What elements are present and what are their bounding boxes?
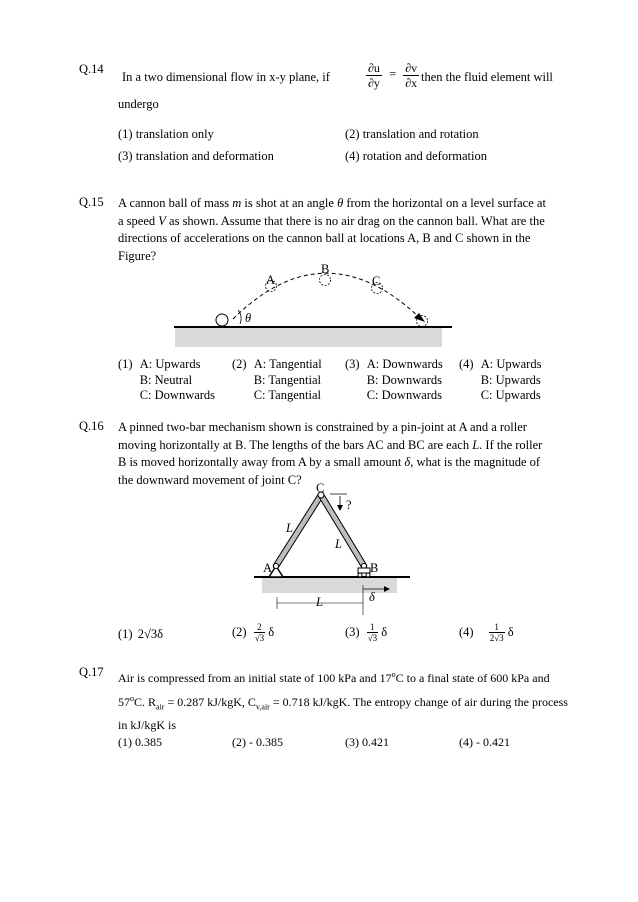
question-number: Q.17 bbox=[79, 665, 104, 679]
option-line: C: Downwards bbox=[139, 388, 216, 402]
option-line: B: Neutral bbox=[139, 372, 193, 387]
option-line: A: Downwards bbox=[366, 357, 443, 371]
option-1[interactable]: (1) 0.385 bbox=[118, 735, 162, 749]
question-number: Q.15 bbox=[79, 195, 104, 209]
option-2[interactable]: (2) translation and rotation bbox=[345, 127, 479, 141]
label-theta: θ bbox=[245, 311, 252, 325]
c-down-arrowhead bbox=[337, 505, 343, 511]
option-label: (4) bbox=[459, 357, 474, 371]
option-1[interactable]: (1) translation only bbox=[118, 127, 214, 141]
roller-support-b bbox=[358, 568, 370, 573]
question-text: In a two dimensional flow in x-y plane, if bbox=[122, 70, 330, 84]
option-line: B: Upwards bbox=[480, 372, 541, 387]
frac-den: 2√3 bbox=[489, 633, 504, 643]
frac-den: √3 bbox=[254, 633, 265, 643]
option-symbol: δ bbox=[268, 625, 275, 639]
frac-num: 1 bbox=[370, 622, 375, 632]
label-c: C bbox=[316, 481, 325, 495]
question-line: directions of accelerations on the cannon ball at locations A, B and C shown in the bbox=[118, 231, 531, 245]
option-line: A: Tangential bbox=[253, 357, 322, 371]
question-line: B is moved horizontally away from A by a small amount δ, what is the magnitude of bbox=[118, 455, 541, 469]
option-3[interactable]: (3) 0.421 bbox=[345, 735, 389, 749]
eq-lhs-den: ∂y bbox=[368, 76, 380, 90]
frac-num: 2 bbox=[257, 622, 262, 632]
option-line: C: Upwards bbox=[480, 388, 541, 402]
question-line: moving horizontally at B. The lengths of the bars AC and BC are each L. If the roller bbox=[118, 437, 543, 452]
question-line: Air is compressed from an initial state of 100 kPa and 17$^o$C to a final state of 600 kPa and bbox=[118, 670, 550, 685]
question-line: 57$^o$C. $R_{air} = 0.287$ kJ/kgK, $C_{v,air} = 0.718$ kJ/kgK. The entropy change of air during the process bbox=[118, 693, 568, 711]
label-b: B bbox=[321, 262, 330, 276]
option-label: (3) bbox=[345, 625, 360, 639]
label-b: B bbox=[370, 561, 379, 575]
eq-rhs-den: ∂x bbox=[405, 76, 418, 90]
option-line: B: Tangential bbox=[253, 372, 321, 387]
frac-den: √3 bbox=[367, 633, 378, 643]
label-a: A bbox=[263, 561, 273, 575]
question-line: a speed V as shown. Assume that there is no air drag on the cannon ball. What are the bbox=[118, 213, 545, 228]
question-text bbox=[118, 665, 568, 736]
option-4[interactable]: (4) - 0.421 bbox=[459, 735, 510, 749]
question-line: A pinned two-bar mechanism shown is constrained by a pin-joint at A and a roller bbox=[118, 420, 527, 434]
eq-rhs-num: ∂v bbox=[405, 61, 418, 75]
joint-a bbox=[274, 564, 279, 569]
option-symbol: δ bbox=[507, 625, 514, 639]
question-line: Figure? bbox=[118, 248, 157, 263]
label-question: ? bbox=[346, 498, 352, 512]
option-label: (1) bbox=[118, 627, 133, 641]
option-label: (2) bbox=[232, 357, 247, 371]
eq-sign: = bbox=[389, 67, 397, 82]
question-text-cont: then the fluid element will bbox=[421, 70, 553, 84]
option-4[interactable] bbox=[459, 622, 514, 643]
option-label: (4) bbox=[459, 625, 474, 639]
option-line: C: Tangential bbox=[253, 388, 321, 402]
option-4[interactable]: (4) rotation and deformation bbox=[345, 149, 487, 163]
option-1[interactable] bbox=[118, 627, 163, 642]
eq-lhs-num: ∂u bbox=[368, 61, 380, 75]
frac-num: 1 bbox=[494, 622, 499, 632]
option-line: A: Upwards bbox=[139, 357, 201, 371]
ground-shade bbox=[262, 578, 397, 593]
label-delta: δ bbox=[369, 590, 375, 604]
option-2[interactable]: (2) - 0.385 bbox=[232, 735, 283, 749]
option-line: C: Downwards bbox=[366, 388, 443, 402]
option-2[interactable] bbox=[232, 622, 274, 643]
option-label: (3) bbox=[345, 357, 360, 371]
option-line: A: Upwards bbox=[480, 357, 542, 371]
question-line: in kJ/kgK is bbox=[118, 718, 177, 733]
option-line: B: Downwards bbox=[366, 372, 443, 387]
option-3[interactable]: (3) translation and deformation bbox=[118, 149, 274, 163]
label-l-bc: L bbox=[335, 537, 342, 551]
question-line: the downward movement of joint C? bbox=[118, 472, 302, 487]
question-number: Q.16 bbox=[79, 419, 104, 433]
question-line: A cannon ball of mass m is shot at an angle θ from the horizontal on a level surface at bbox=[118, 196, 546, 210]
label-l-ac: L bbox=[286, 521, 293, 535]
option-label: (1) bbox=[118, 357, 133, 371]
bar-ac-fill bbox=[276, 495, 321, 566]
label-a: A bbox=[266, 273, 276, 287]
label-c: C bbox=[372, 274, 381, 288]
option-label: (2) bbox=[232, 625, 247, 639]
option-3[interactable] bbox=[345, 622, 387, 643]
question-number: Q.14 bbox=[79, 62, 104, 76]
option-symbol: δ bbox=[381, 625, 388, 639]
roller-wheel-1 bbox=[358, 573, 362, 577]
label-l: L bbox=[316, 595, 323, 609]
question-text-end: undergo bbox=[118, 97, 159, 111]
option-value: 2√3δ bbox=[137, 627, 163, 641]
